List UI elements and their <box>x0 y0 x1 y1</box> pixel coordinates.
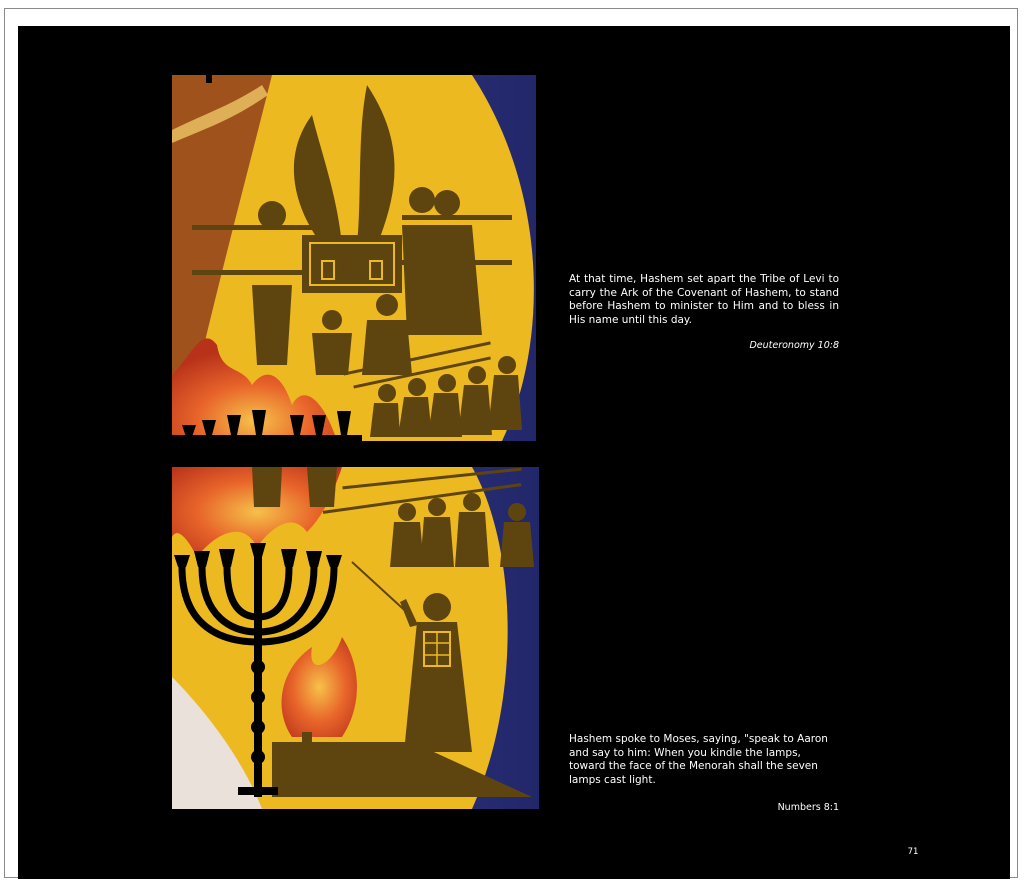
book-page <box>18 26 1010 879</box>
citation-numbers: Numbers 8:1 <box>777 802 839 813</box>
passage-numbers: Hashem spoke to Moses, saying, "speak to Aaron and say to him: When you kindle the lamps, toward the face of the Menorah shall the seven lamps cast light. <box>569 733 828 786</box>
ark-procession-artwork <box>172 75 536 441</box>
passage-deuteronomy: At that time, Hashem set apart the Tribe of Levi to carry the Ark of the Covenant of Hashem, to stand before Hashem to minister to Him and to bless in His name until this day. <box>569 273 839 326</box>
page-number: 71 <box>907 847 919 857</box>
citation-deuteronomy: Deuteronomy 10:8 <box>749 340 839 351</box>
page-frame <box>4 8 1018 878</box>
menorah-artwork <box>172 467 539 809</box>
illustration-levites-carrying-ark <box>172 75 536 441</box>
illustration-aaron-kindling-menorah <box>172 467 539 809</box>
